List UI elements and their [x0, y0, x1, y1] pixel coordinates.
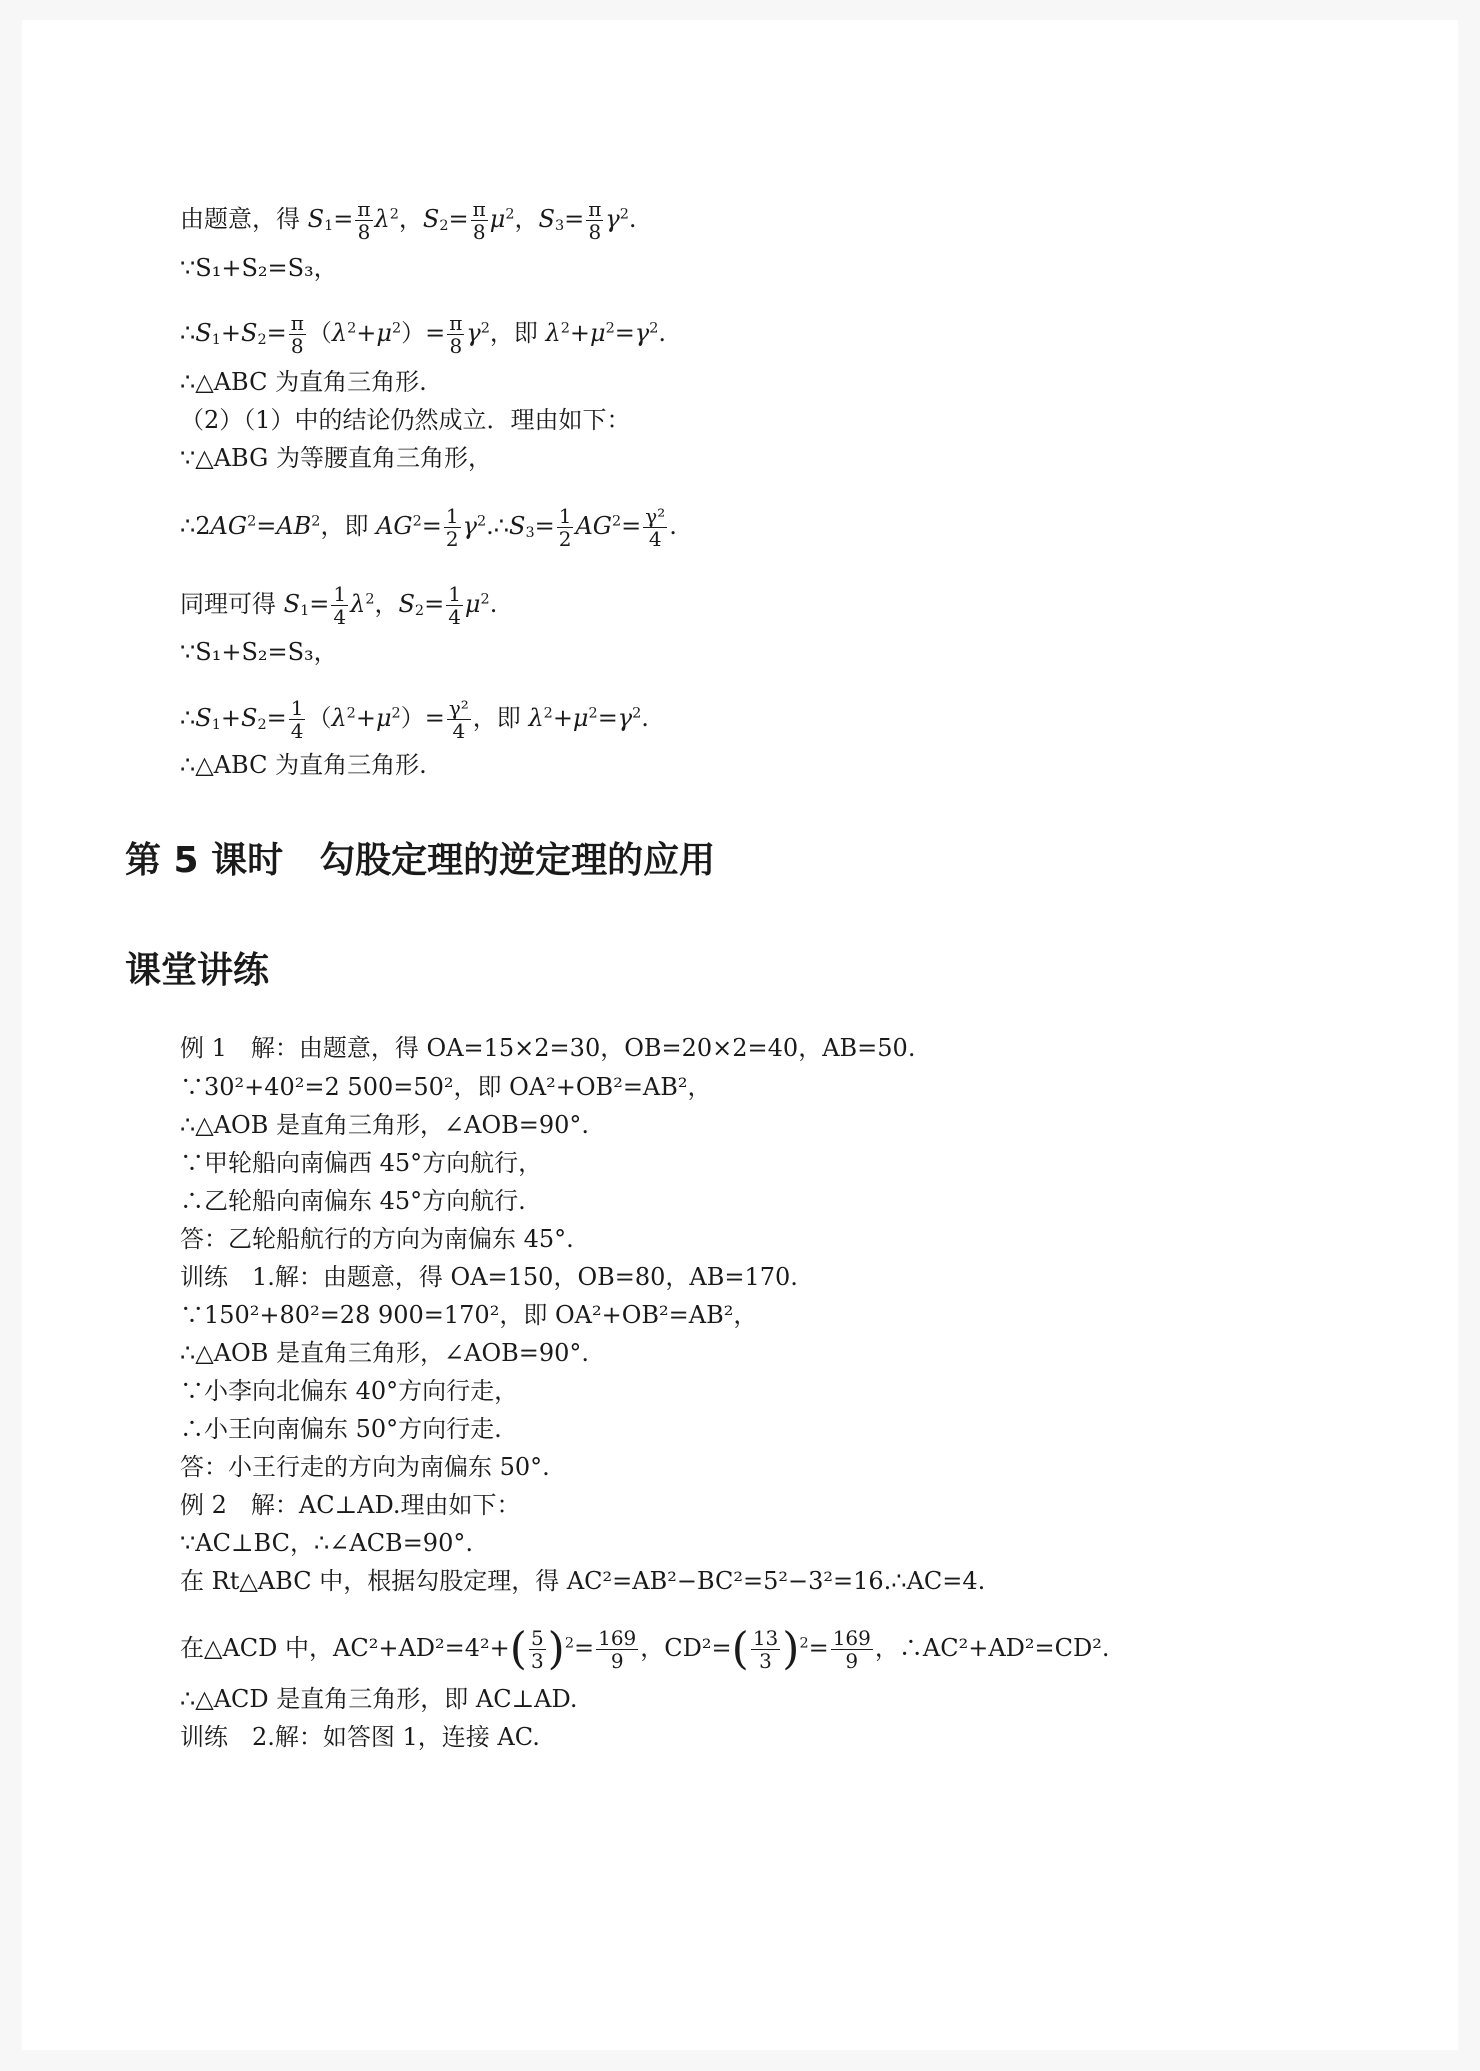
text-line: 由题意，得 $S_1=$ $\frac{\pi}{8}$ $\lambda^2$，$S_2=$ $\frac{\pi}{8}$ $\mu^2$，$S_3=$ $\frac{\pi}{8}$ $\gamma^2$.	[180, 197, 637, 244]
text-line: 例 2 解：AC⊥AD.理由如下：	[180, 1491, 521, 1519]
right-paren: )	[547, 1623, 565, 1675]
fraction-denominator: 2	[445, 527, 459, 551]
fraction-numerator: γ²	[645, 504, 666, 528]
fraction	[471, 198, 488, 243]
fraction-numerator: 5	[530, 1626, 544, 1650]
text-line: ∵小李向北偏东 40°方向行走，	[180, 1377, 519, 1405]
fraction-denominator: 2	[558, 527, 572, 551]
fraction-numerator: 1	[290, 696, 304, 720]
text-span: ∴AC²+AD²=CD².	[898, 1634, 1110, 1662]
text-line: ∵△ABG 为等腰直角三角形，	[180, 444, 492, 472]
fraction-denominator: 9	[610, 1649, 624, 1673]
text-line: $\therefore S_1+S_2=$ $\frac{1}{4}$ $(\lambda^2+\mu^2)=$ $\frac{\text{γ²}}{4}$ ，即 $\lambda^2+\mu^2=\gamma^2$.	[180, 696, 649, 743]
fraction-denominator: 4	[648, 527, 662, 551]
text-line: ∴△ACD 是直角三角形，即 AC⊥AD.	[180, 1685, 578, 1713]
fraction-denominator: 8	[357, 220, 371, 244]
text-line: ∵甲轮船向南偏西 45°方向航行，	[180, 1149, 543, 1177]
fraction-numerator: π	[472, 197, 486, 221]
text-line: ∵150²+80²=28 900=170²，即 OA²+OB²=AB²，	[180, 1301, 758, 1329]
fraction-denominator: 4	[333, 605, 347, 629]
left-paren: (	[731, 1623, 749, 1675]
fraction	[289, 312, 306, 357]
fraction	[596, 1627, 638, 1672]
text-line: ∵S₁+S₂=S₃，	[180, 638, 338, 666]
fraction-denominator: 4	[448, 605, 461, 629]
text-line: （2）（1）中的结论仍然成立．理由如下：	[180, 406, 631, 434]
fraction	[289, 697, 306, 742]
fraction	[751, 1627, 780, 1672]
fraction-numerator: γ²	[448, 696, 469, 720]
text-line: ∴乙轮船向南偏东 45°方向航行.	[180, 1187, 526, 1215]
text-line: 答：乙轮船航行的方向为南偏东 45°.	[180, 1225, 574, 1253]
text-span: CD²=	[664, 1634, 732, 1662]
fraction-numerator: 169	[598, 1626, 637, 1650]
fraction	[446, 583, 463, 628]
text-line: 训练 2.解：如答图 1，连接 AC.	[180, 1723, 540, 1751]
fraction-denominator: 8	[290, 334, 304, 358]
fraction-numerator: π	[588, 197, 602, 221]
fraction-numerator: 13	[752, 1626, 779, 1650]
section-heading: 课堂讲练	[125, 950, 270, 991]
fraction-numerator: 1	[558, 504, 572, 528]
text-line: 在 Rt△ABC 中，根据勾股定理，得 AC²=AB²−BC²=5²−3²=16.∴AC=4.	[180, 1567, 986, 1595]
text-line: ∴△AOB 是直角三角形，∠AOB=90°.	[180, 1339, 590, 1367]
fraction	[447, 312, 464, 357]
fraction-denominator: 9	[845, 1649, 859, 1673]
text-span: 由题意，得	[180, 205, 308, 233]
fraction-denominator: 3	[530, 1649, 544, 1673]
right-paren: )	[782, 1623, 800, 1675]
text-line: ∵30²+40²=2 500=50²，即 OA²+OB²=AB²，	[180, 1073, 712, 1101]
text-line: 例 1 解：由题意，得 OA=15×2=30，OB=20×2=40，AB=50.	[180, 1034, 916, 1062]
fraction-denominator: 4	[290, 719, 304, 743]
text-line: 答：小王行走的方向为南偏东 50°.	[180, 1453, 550, 1481]
text-line: ∵AC⊥BC，∴∠ACB=90°.	[180, 1529, 473, 1557]
text-line: 同理可得 $S_1=$ $\frac{1}{4}$ $\lambda^2$，$S_2=$ $\frac{1}{4}$ $\mu^2$.	[180, 582, 498, 629]
text-line: ∴△ABC 为直角三角形.	[180, 368, 427, 396]
fraction	[529, 1627, 546, 1672]
fraction	[643, 505, 667, 550]
fraction	[586, 198, 603, 243]
fraction-denominator: 8	[472, 220, 486, 244]
text-line: $\therefore S_1+S_2=$ $\frac{\pi}{8}$ $(\lambda^2+\mu^2)=$ $\frac{\pi}{8}$ $\gamma^2$，即 $\lambda^2+\mu^2=\gamma^2$.	[180, 311, 667, 358]
text-line: $\therefore 2AG^2=AB^2$，即 $AG^2=$ $\frac{1}{2}$ $\gamma^2.\therefore S_3=$ $\frac{1}{2}$ $AG^2=$ $\frac{\text{γ²}}{4}$ .	[180, 504, 677, 551]
text-line: 在△ACD 中，AC²+AD²=4²+( $\frac{5}{3}$ )$^2$= $\frac{169}{9}$ ，CD²=( $\frac{13}{3}$ )$^2$= $\frac{169}{9}$ ，∴AC²+AD²=CD².	[180, 1623, 1110, 1675]
fraction-denominator: 4	[452, 719, 466, 743]
fraction	[444, 505, 461, 550]
fraction-numerator: 1	[448, 582, 461, 606]
left-paren: (	[509, 1623, 527, 1675]
text-line: 训练 1.解：由题意，得 OA=150，OB=80，AB=170.	[180, 1263, 798, 1291]
fraction-denominator: 8	[449, 334, 463, 358]
fraction	[331, 583, 348, 628]
fraction-numerator: π	[357, 197, 371, 221]
lesson-heading: 第 5 课时 勾股定理的逆定理的应用	[125, 840, 716, 881]
text-line: ∵S₁+S₂=S₃，	[180, 254, 338, 282]
text-span: 同理可得	[180, 590, 284, 618]
fraction	[557, 505, 574, 550]
fraction-numerator: π	[449, 311, 463, 335]
text-line: ∴△AOB 是直角三角形，∠AOB=90°.	[180, 1111, 590, 1139]
fraction-denominator: 8	[588, 220, 602, 244]
text-span: 在△ACD 中，AC²+AD²=4²+	[180, 1634, 510, 1662]
fraction	[447, 697, 471, 742]
fraction-numerator: 1	[445, 504, 459, 528]
fraction-numerator: 1	[333, 582, 347, 606]
fraction-denominator: 3	[759, 1649, 772, 1673]
fraction-numerator: 169	[832, 1626, 871, 1650]
text-line: ∴小王向南偏东 50°方向行走.	[180, 1415, 502, 1443]
fraction-numerator: π	[290, 311, 304, 335]
fraction	[355, 198, 372, 243]
text-line: ∴△ABC 为直角三角形.	[180, 751, 427, 779]
fraction	[831, 1627, 873, 1672]
